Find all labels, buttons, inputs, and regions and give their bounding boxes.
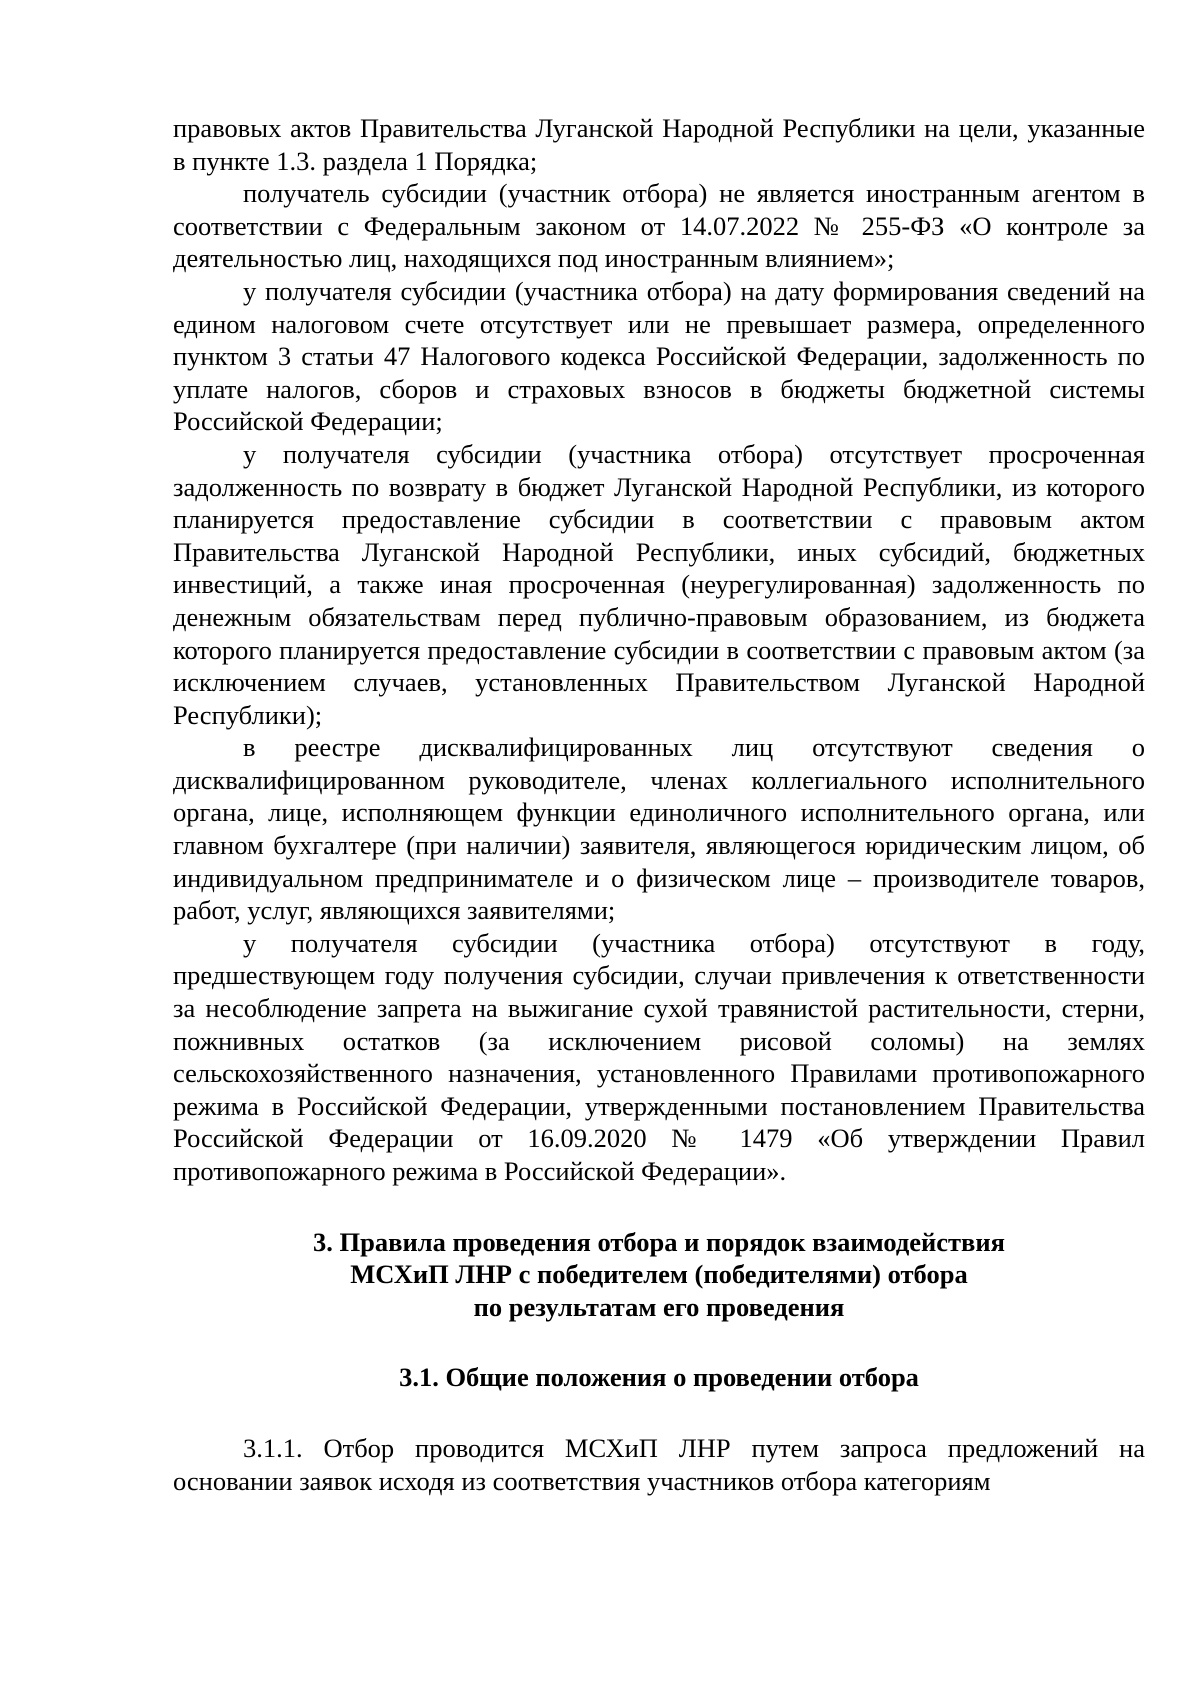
- section-heading-line: 3. Правила проведения отбора и порядок взаимодействия: [313, 1226, 1005, 1257]
- section-heading-line: по результатам его проведения: [473, 1291, 845, 1322]
- spacer: [173, 1323, 1145, 1361]
- spacer: [173, 1188, 1145, 1226]
- section-heading-line: МСХиП ЛНР с победителем (победителями) отбора: [350, 1259, 968, 1290]
- paragraph-tax-debt: у получателя субсидии (участника отбора) на дату формирования сведений на едином налоговом счете отсутствует или не превышает размера, определенного пунктом 3 статьи 47 Налогового кодекса Российской Федерации, задолженность по уплате налогов, сборов и страховых взносов в бюджеты бюджетной системы Российской Федерации;: [173, 275, 1145, 437]
- paragraph-foreign-agent: получатель субсидии (участник отбора) не является иностранным агентом в соответствии с Федеральным законом от 14.07.2022 № 255-ФЗ «О контроле за деятельностью лиц, находящихся под иностранным влиянием»;: [173, 178, 1145, 274]
- paragraph-overdue-debt: у получателя субсидии (участника отбора) отсутствует просроченная задолженность по возврату в бюджет Луганской Народной Республики, из которого планируется предоставление субсидии в соответствии с правовым актом Правительства Луганской Народной Республики, иных субсидий, бюджетных инвестиций, а также иная просроченная (неурегулированная) задолженность по денежным обязательствам перед публично-правовым образованием, из бюджета которого планируется предоставление субсидии в соответствии с правовым актом (за исключением случаев, установленных Правительством Луганской Народной Республики);: [173, 438, 1145, 730]
- paragraph-disqualified-registry: в реестре дисквалифицированных лиц отсутствуют сведения о дисквалифицированном руководителе, членах коллегиального исполнительного органа, лице, исполняющем функции единоличного исполнительного органа, или главном бухгалтере (при наличии) заявителя, являющегося юридическим лицом, об индивидуальном предпринимателе и о физическом лице – производителе товаров, работ, услуг, являющихся заявителями;: [173, 732, 1145, 926]
- paragraph-3-1-1: 3.1.1. Отбор проводится МСХиП ЛНР путем запроса предложений на основании заявок исходя из соответствия участников отбора категориям: [173, 1432, 1145, 1496]
- spacer: [173, 1394, 1145, 1432]
- document-page: [173, 112, 1145, 1497]
- section-heading: [173, 1226, 1145, 1324]
- paragraph-continuation: правовых актов Правительства Луганской Народной Республики на цели, указанные в пункте 1.3. раздела 1 Порядка;: [173, 113, 1145, 176]
- subsection-heading: 3.1. Общие положения о проведении отбора: [399, 1362, 919, 1393]
- paragraph-fire-regime: у получателя субсидии (участника отбора) отсутствуют в году, предшествующем году получения субсидии, случаи привлечения к ответственности за несоблюдение запрета на выжигание сухой травянистой растительности, стерни, пожнивных остатков (за исключением рисовой соломы) на землях сельскохозяйственного назначения, установленного Правилами противопожарного режима в Российской Федерации, утвержденными постановлением Правительства Российской Федерации от 16.09.2020 № 1479 «Об утверждении Правил противопожарного режима в Российской Федерации».: [173, 927, 1145, 1186]
